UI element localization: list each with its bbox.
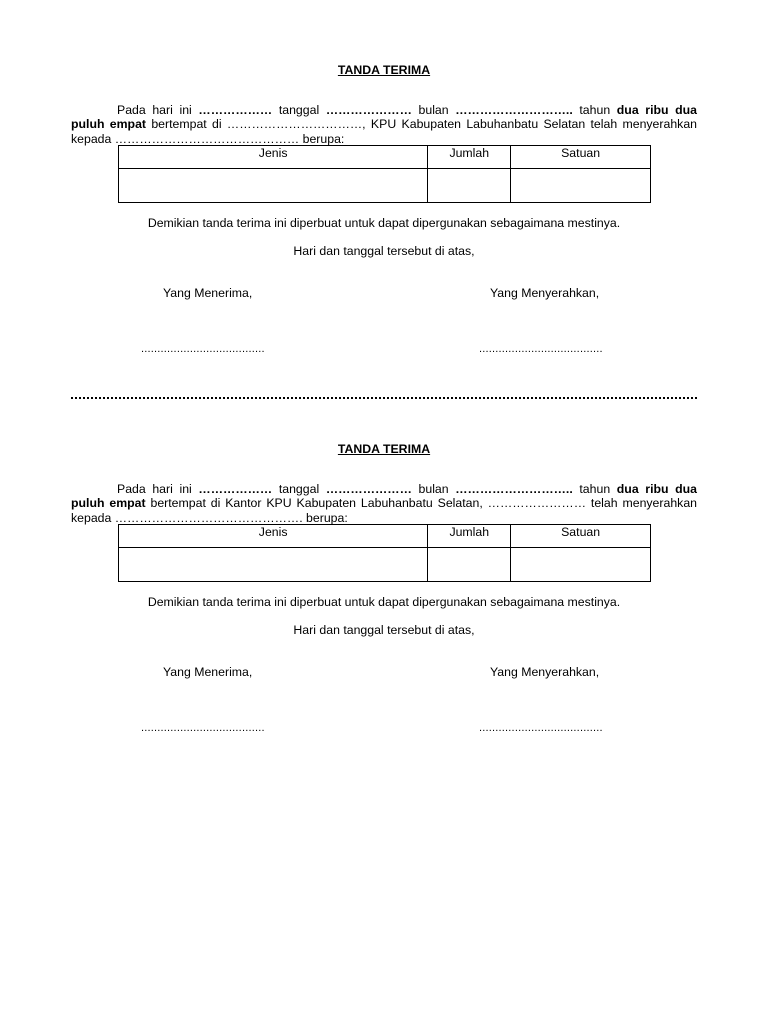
receipt-paragraph: [71, 103, 697, 146]
text-segment: bulan: [411, 482, 456, 496]
cell-jenis: [119, 169, 428, 203]
giver-label: Yang Menyerahkan,: [490, 665, 600, 679]
cut-line-divider: [71, 397, 697, 401]
text-segment: tanggal: [272, 482, 326, 496]
receipt-title: TANDA TERIMA: [337, 63, 431, 77]
receiver-label: Yang Menerima,: [163, 286, 253, 300]
receiver-label: Yang Menerima,: [163, 665, 253, 679]
text-segment: bulan: [411, 103, 456, 117]
table-header-row: [119, 146, 651, 169]
receiver-signature-line: ......................................: [141, 722, 265, 734]
day-blank: ………………: [198, 103, 273, 117]
closing-statement: Demikian tanda terima ini diperbuat untuk dapat dipergunakan sebagaimana mestinya.: [147, 595, 621, 609]
header-jumlah: Jumlah: [428, 525, 511, 548]
cell-jumlah: [428, 548, 511, 582]
header-satuan: Satuan: [511, 146, 651, 169]
cell-satuan: [511, 169, 651, 203]
day-blank: ………………: [198, 482, 273, 496]
table-row: [119, 548, 651, 582]
giver-label: Yang Menyerahkan,: [490, 286, 600, 300]
table-row: [119, 169, 651, 203]
date-statement: Hari dan tanggal tersebut di atas,: [293, 623, 475, 637]
text-segment: tahun: [572, 103, 617, 117]
year-text: dua ribu dua puluh empat: [71, 103, 698, 132]
cell-satuan: [511, 548, 651, 582]
date-statement: Hari dan tanggal tersebut di atas,: [293, 244, 475, 258]
text-segment: tanggal: [272, 103, 326, 117]
header-jenis: Jenis: [119, 146, 428, 169]
receipt-paragraph: [71, 482, 697, 525]
year-text: dua ribu dua puluh empat: [71, 482, 698, 511]
header-satuan: Satuan: [511, 525, 651, 548]
items-table: [118, 524, 651, 582]
month-blank: ………………………..: [455, 103, 573, 117]
receipt-title: TANDA TERIMA: [337, 442, 431, 456]
date-blank: …………………: [325, 482, 412, 496]
giver-signature-line: ......................................: [479, 343, 603, 355]
giver-signature-line: ......................................: [479, 722, 603, 734]
cell-jumlah: [428, 169, 511, 203]
text-segment: Pada hari ini: [117, 103, 199, 117]
date-blank: …………………: [325, 103, 412, 117]
text-segment: Pada hari ini: [117, 482, 199, 496]
items-table: [118, 145, 651, 203]
header-jumlah: Jumlah: [428, 146, 511, 169]
closing-statement: Demikian tanda terima ini diperbuat untuk dapat dipergunakan sebagaimana mestinya.: [147, 216, 621, 230]
text-segment: bertempat di ……………………………, KPU Kabupaten Labuhanbatu Selatan telah menyerahkan kepada ……………………………………… berupa:: [71, 117, 697, 146]
receiver-signature-line: ......................................: [141, 343, 265, 355]
month-blank: ………………………..: [455, 482, 573, 496]
cell-jenis: [119, 548, 428, 582]
header-jenis: Jenis: [119, 525, 428, 548]
text-segment: bertempat di Kantor KPU Kabupaten Labuhanbatu Selatan, …………………… telah menyerahkan kepada ………………………………………. berupa:: [71, 496, 697, 525]
text-segment: tahun: [572, 482, 617, 496]
table-header-row: [119, 525, 651, 548]
